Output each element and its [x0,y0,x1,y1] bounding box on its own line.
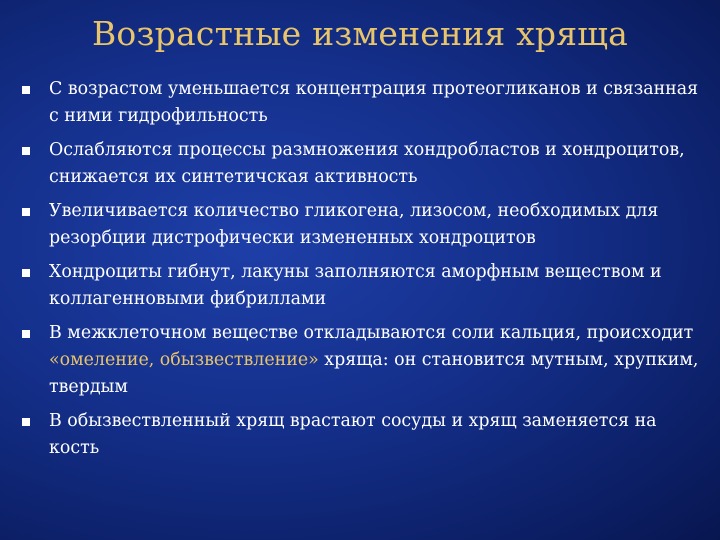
square-bullet-icon [22,330,30,338]
square-bullet-icon [22,86,30,94]
bullet-item [22,320,702,401]
square-bullet-icon [22,147,30,155]
bullet-item [22,408,702,462]
slide-title: Возрастные изменения хряща [91,14,629,53]
bullet-item [22,76,702,130]
bullet-text: Увеличивается количество гликогена, лизосом, необходимых для резорбции дистрофически измененных хондроцитов [49,201,659,248]
bullet-item [22,137,702,191]
bullet-text: С возрастом уменьшается концентрация протеогликанов и связанная с ними гидрофильность [49,79,699,126]
bullet-text-before: В межклеточном веществе откладываются соли кальция, происходит [49,323,694,343]
square-bullet-icon [22,208,30,216]
bullet-item [22,259,702,313]
square-bullet-icon [22,269,30,277]
highlighted-term: «омеление, обызвествление» [49,350,319,370]
bullet-text: Ослабляются процессы размножения хондробластов и хондроцитов, снижается их синтетичская активность [49,140,685,187]
bullet-item [22,198,702,252]
bullet-text: Хондроциты гибнут, лакуны заполняются аморфным веществом и коллагенновыми фибриллами [49,262,662,309]
bullet-list [22,76,702,469]
bullet-text: В обызвествленный хрящ врастают сосуды и хрящ заменяется на кость [49,411,657,458]
square-bullet-icon [22,418,30,426]
bullet-text-after: хряща: он становится мутным, хрупким, твердым [49,350,699,397]
